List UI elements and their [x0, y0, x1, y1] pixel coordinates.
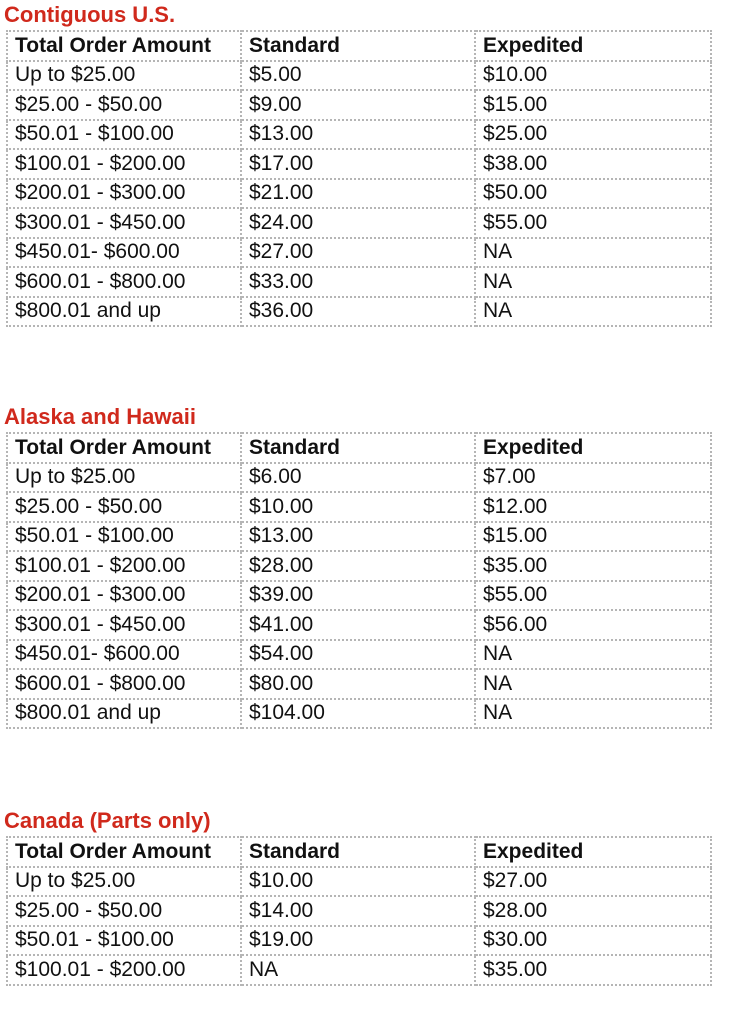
standard-rate-cell: $14.00 [241, 896, 475, 926]
expedited-rate-cell: NA [475, 640, 711, 670]
column-header-standard: Standard [241, 433, 475, 463]
expedited-rate-cell: $10.00 [475, 61, 711, 91]
expedited-rate-cell: $50.00 [475, 179, 711, 209]
standard-rate-cell: $13.00 [241, 522, 475, 552]
expedited-rate-cell: $15.00 [475, 90, 711, 120]
standard-rate-cell: $17.00 [241, 149, 475, 179]
expedited-rate-cell: NA [475, 238, 711, 268]
order-amount-cell: $300.01 - $450.00 [7, 610, 241, 640]
standard-rate-cell: $24.00 [241, 208, 475, 238]
column-header-total-order-amount: Total Order Amount [7, 433, 241, 463]
table-row [7, 699, 711, 729]
order-amount-cell: $800.01 and up [7, 297, 241, 327]
order-amount-cell: $200.01 - $300.00 [7, 179, 241, 209]
expedited-rate-cell: $25.00 [475, 120, 711, 150]
expedited-rate-cell: $55.00 [475, 581, 711, 611]
section-title: Alaska and Hawaii [4, 404, 196, 429]
expedited-rate-cell: NA [475, 669, 711, 699]
order-amount-cell: $800.01 and up [7, 699, 241, 729]
table-header-row [7, 31, 711, 61]
table-row [7, 640, 711, 670]
section-title: Contiguous U.S. [4, 2, 176, 27]
expedited-rate-cell: NA [475, 267, 711, 297]
expedited-rate-cell: $28.00 [475, 896, 711, 926]
expedited-rate-cell: $55.00 [475, 208, 711, 238]
expedited-rate-cell: NA [475, 297, 711, 327]
section-contiguous-us [4, 0, 710, 327]
order-amount-cell: $25.00 - $50.00 [7, 896, 241, 926]
table-row [7, 551, 711, 581]
standard-rate-cell: $9.00 [241, 90, 475, 120]
standard-rate-cell: $80.00 [241, 669, 475, 699]
table-row [7, 297, 711, 327]
standard-rate-cell: $28.00 [241, 551, 475, 581]
standard-rate-cell: $27.00 [241, 238, 475, 268]
standard-rate-cell: $104.00 [241, 699, 475, 729]
order-amount-cell: Up to $25.00 [7, 867, 241, 897]
table-row [7, 238, 711, 268]
order-amount-cell: $50.01 - $100.00 [7, 120, 241, 150]
table-row [7, 492, 711, 522]
order-amount-cell: $100.01 - $200.00 [7, 955, 241, 985]
table-row [7, 896, 711, 926]
table-row [7, 926, 711, 956]
standard-rate-cell: $33.00 [241, 267, 475, 297]
order-amount-cell: Up to $25.00 [7, 61, 241, 91]
rates-table [6, 836, 712, 986]
order-amount-cell: $600.01 - $800.00 [7, 267, 241, 297]
column-header-total-order-amount: Total Order Amount [7, 837, 241, 867]
standard-rate-cell: $13.00 [241, 120, 475, 150]
rates-table [6, 30, 712, 327]
table-row [7, 463, 711, 493]
table-row [7, 955, 711, 985]
column-header-expedited: Expedited [475, 433, 711, 463]
section-canada [4, 806, 710, 986]
standard-rate-cell: $10.00 [241, 492, 475, 522]
table-row [7, 610, 711, 640]
order-amount-cell: $100.01 - $200.00 [7, 551, 241, 581]
order-amount-cell: $600.01 - $800.00 [7, 669, 241, 699]
order-amount-cell: $25.00 - $50.00 [7, 90, 241, 120]
order-amount-cell: $25.00 - $50.00 [7, 492, 241, 522]
expedited-rate-cell: $15.00 [475, 522, 711, 552]
expedited-rate-cell: $35.00 [475, 551, 711, 581]
order-amount-cell: $300.01 - $450.00 [7, 208, 241, 238]
standard-rate-cell: $36.00 [241, 297, 475, 327]
table-header-row [7, 837, 711, 867]
standard-rate-cell: $19.00 [241, 926, 475, 956]
section-alaska-hawaii [4, 402, 710, 729]
table-row [7, 149, 711, 179]
column-header-expedited: Expedited [475, 31, 711, 61]
rates-table [6, 432, 712, 729]
standard-rate-cell: $54.00 [241, 640, 475, 670]
expedited-rate-cell: NA [475, 699, 711, 729]
order-amount-cell: $100.01 - $200.00 [7, 149, 241, 179]
table-row [7, 867, 711, 897]
order-amount-cell: $50.01 - $100.00 [7, 926, 241, 956]
table-row [7, 522, 711, 552]
expedited-rate-cell: $12.00 [475, 492, 711, 522]
table-row [7, 581, 711, 611]
expedited-rate-cell: $56.00 [475, 610, 711, 640]
column-header-total-order-amount: Total Order Amount [7, 31, 241, 61]
standard-rate-cell: $39.00 [241, 581, 475, 611]
order-amount-cell: $450.01- $600.00 [7, 238, 241, 268]
table-row [7, 267, 711, 297]
column-header-standard: Standard [241, 837, 475, 867]
table-row [7, 90, 711, 120]
expedited-rate-cell: $35.00 [475, 955, 711, 985]
column-header-expedited: Expedited [475, 837, 711, 867]
standard-rate-cell: NA [241, 955, 475, 985]
table-row [7, 61, 711, 91]
order-amount-cell: Up to $25.00 [7, 463, 241, 493]
order-amount-cell: $450.01- $600.00 [7, 640, 241, 670]
order-amount-cell: $50.01 - $100.00 [7, 522, 241, 552]
expedited-rate-cell: $7.00 [475, 463, 711, 493]
standard-rate-cell: $6.00 [241, 463, 475, 493]
column-header-standard: Standard [241, 31, 475, 61]
standard-rate-cell: $10.00 [241, 867, 475, 897]
table-row [7, 120, 711, 150]
standard-rate-cell: $21.00 [241, 179, 475, 209]
section-title: Canada (Parts only) [4, 808, 211, 833]
standard-rate-cell: $5.00 [241, 61, 475, 91]
order-amount-cell: $200.01 - $300.00 [7, 581, 241, 611]
table-row [7, 208, 711, 238]
expedited-rate-cell: $30.00 [475, 926, 711, 956]
table-row [7, 669, 711, 699]
expedited-rate-cell: $38.00 [475, 149, 711, 179]
expedited-rate-cell: $27.00 [475, 867, 711, 897]
table-row [7, 179, 711, 209]
table-header-row [7, 433, 711, 463]
standard-rate-cell: $41.00 [241, 610, 475, 640]
